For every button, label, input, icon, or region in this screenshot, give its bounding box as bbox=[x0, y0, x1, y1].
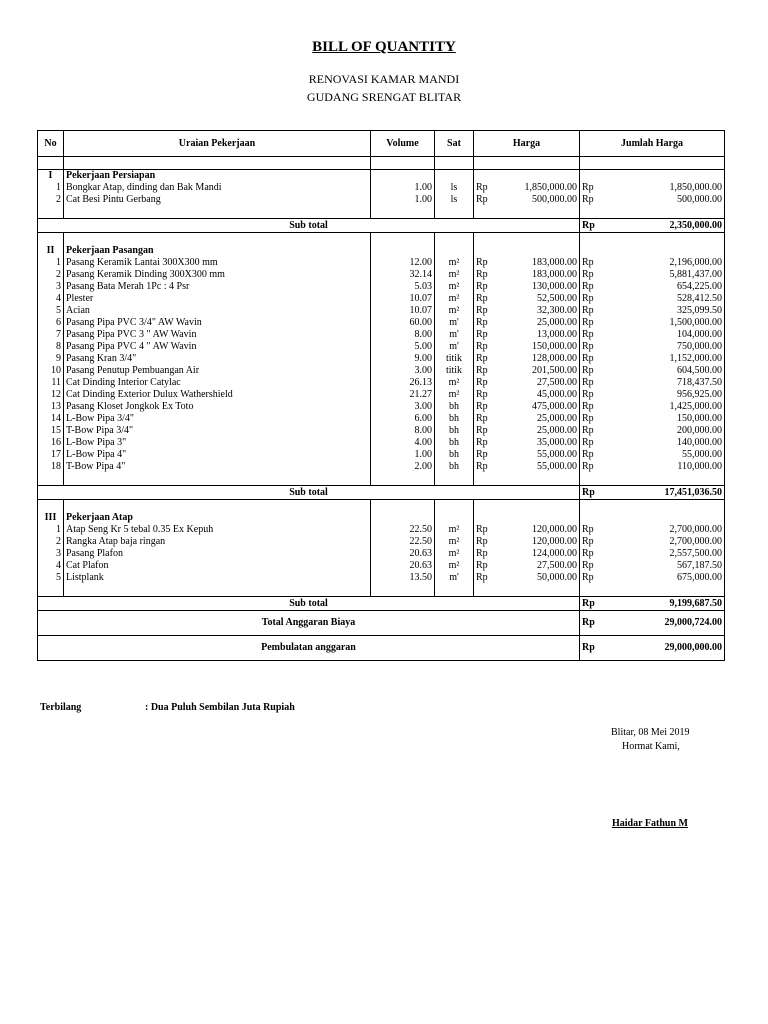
amount-currency: Rp bbox=[580, 317, 606, 329]
price-currency: Rp bbox=[474, 305, 500, 317]
amount-currency: Rp bbox=[580, 389, 606, 401]
place-date: Blitar, 08 Mei 2019 bbox=[611, 727, 690, 738]
subtotal-label: Sub total bbox=[38, 219, 580, 233]
item-description: Plester bbox=[64, 293, 371, 305]
item-description: L-Bow Pipa 3" bbox=[64, 437, 371, 449]
item-unit: m² bbox=[435, 293, 474, 305]
table-header bbox=[38, 131, 725, 157]
price-currency: Rp bbox=[474, 449, 500, 461]
item-price: 201,500.00 bbox=[500, 365, 580, 377]
item-row bbox=[38, 377, 725, 389]
item-amount: 1,152,000.00 bbox=[606, 353, 725, 365]
item-unit: bh bbox=[435, 461, 474, 473]
item-amount: 325,099.50 bbox=[606, 305, 725, 317]
item-description: Pasang Kran 3/4" bbox=[64, 353, 371, 365]
item-description: Pasang Kloset Jongkok Ex Toto bbox=[64, 401, 371, 413]
section-number: III bbox=[38, 512, 64, 524]
item-description: T-Bow Pipa 3/4" bbox=[64, 425, 371, 437]
item-amount: 654,225.00 bbox=[606, 281, 725, 293]
amount-currency: Rp bbox=[580, 269, 606, 281]
item-amount: 1,500,000.00 bbox=[606, 317, 725, 329]
price-currency: Rp bbox=[474, 365, 500, 377]
blank-row bbox=[38, 473, 725, 486]
item-price: 183,000.00 bbox=[500, 257, 580, 269]
item-price: 120,000.00 bbox=[500, 524, 580, 536]
item-row bbox=[38, 317, 725, 329]
item-description: Atap Seng Kr 5 tebal 0.35 Ex Kepuh bbox=[64, 524, 371, 536]
item-amount: 2,196,000.00 bbox=[606, 257, 725, 269]
item-number: 8 bbox=[38, 341, 64, 353]
item-row bbox=[38, 365, 725, 377]
price-currency: Rp bbox=[474, 257, 500, 269]
item-description: Pasang Pipa PVC 3/4" AW Wavin bbox=[64, 317, 371, 329]
item-unit: m' bbox=[435, 341, 474, 353]
item-price: 27,500.00 bbox=[500, 560, 580, 572]
price-currency: Rp bbox=[474, 536, 500, 548]
item-row bbox=[38, 461, 725, 473]
item-row bbox=[38, 269, 725, 281]
rounding-label: Pembulatan anggaran bbox=[38, 636, 580, 661]
amount-currency: Rp bbox=[580, 536, 606, 548]
item-volume: 22.50 bbox=[371, 524, 435, 536]
header-volume: Volume bbox=[371, 131, 435, 157]
item-row bbox=[38, 293, 725, 305]
item-unit: bh bbox=[435, 449, 474, 461]
subtotal-currency: Rp bbox=[580, 597, 606, 611]
item-description: Pasang Plafon bbox=[64, 548, 371, 560]
item-volume: 26.13 bbox=[371, 377, 435, 389]
item-amount: 567,187.50 bbox=[606, 560, 725, 572]
item-row bbox=[38, 329, 725, 341]
price-currency: Rp bbox=[474, 437, 500, 449]
subtotal-label: Sub total bbox=[38, 597, 580, 611]
amount-currency: Rp bbox=[580, 353, 606, 365]
subtotal-currency: Rp bbox=[580, 219, 606, 233]
item-volume: 8.00 bbox=[371, 329, 435, 341]
item-row bbox=[38, 389, 725, 401]
section-name: Pekerjaan Atap bbox=[64, 512, 371, 524]
price-currency: Rp bbox=[474, 377, 500, 389]
item-description: Pasang Pipa PVC 4 " AW Wavin bbox=[64, 341, 371, 353]
item-unit: m² bbox=[435, 377, 474, 389]
item-volume: 1.00 bbox=[371, 182, 435, 194]
item-number: 14 bbox=[38, 413, 64, 425]
item-description: Pasang Bata Merah 1Pc : 4 Psr bbox=[64, 281, 371, 293]
item-price: 500,000.00 bbox=[500, 194, 580, 206]
amount-currency: Rp bbox=[580, 548, 606, 560]
amount-currency: Rp bbox=[580, 413, 606, 425]
price-currency: Rp bbox=[474, 317, 500, 329]
item-description: Pasang Keramik Lantai 300X300 mm bbox=[64, 257, 371, 269]
item-price: 1,850,000.00 bbox=[500, 182, 580, 194]
item-volume: 60.00 bbox=[371, 317, 435, 329]
item-row bbox=[38, 524, 725, 536]
item-number: 2 bbox=[38, 536, 64, 548]
amount-currency: Rp bbox=[580, 341, 606, 353]
item-price: 130,000.00 bbox=[500, 281, 580, 293]
item-number: 6 bbox=[38, 317, 64, 329]
item-volume: 6.00 bbox=[371, 413, 435, 425]
item-row bbox=[38, 281, 725, 293]
amount-currency: Rp bbox=[580, 329, 606, 341]
item-description: Pasang Keramik Dinding 300X300 mm bbox=[64, 269, 371, 281]
subtotal-row bbox=[38, 486, 725, 500]
price-currency: Rp bbox=[474, 572, 500, 584]
item-unit: m' bbox=[435, 317, 474, 329]
item-number: 10 bbox=[38, 365, 64, 377]
subtotal-row bbox=[38, 219, 725, 233]
item-volume: 5.03 bbox=[371, 281, 435, 293]
item-number: 5 bbox=[38, 572, 64, 584]
item-amount: 956,925.00 bbox=[606, 389, 725, 401]
item-row bbox=[38, 437, 725, 449]
item-amount: 750,000.00 bbox=[606, 341, 725, 353]
item-volume: 21.27 bbox=[371, 389, 435, 401]
item-row bbox=[38, 257, 725, 269]
item-unit: m² bbox=[435, 269, 474, 281]
item-price: 32,300.00 bbox=[500, 305, 580, 317]
item-amount: 140,000.00 bbox=[606, 437, 725, 449]
item-amount: 2,700,000.00 bbox=[606, 536, 725, 548]
item-price: 475,000.00 bbox=[500, 401, 580, 413]
item-volume: 20.63 bbox=[371, 560, 435, 572]
item-description: Cat Dinding Interior Catylac bbox=[64, 377, 371, 389]
item-volume: 13.50 bbox=[371, 572, 435, 584]
item-unit: titik bbox=[435, 365, 474, 377]
amount-currency: Rp bbox=[580, 461, 606, 473]
item-volume: 32.14 bbox=[371, 269, 435, 281]
grand-total-currency: Rp bbox=[580, 611, 606, 636]
item-unit: m² bbox=[435, 281, 474, 293]
item-amount: 604,500.00 bbox=[606, 365, 725, 377]
section-row bbox=[38, 245, 725, 257]
project-name: RENOVASI KAMAR MANDI bbox=[308, 72, 460, 86]
item-number: 5 bbox=[38, 305, 64, 317]
amount-currency: Rp bbox=[580, 293, 606, 305]
header-amount: Jumlah Harga bbox=[580, 131, 725, 157]
amount-currency: Rp bbox=[580, 425, 606, 437]
item-description: L-Bow Pipa 3/4" bbox=[64, 413, 371, 425]
item-number: 3 bbox=[38, 281, 64, 293]
item-volume: 1.00 bbox=[371, 194, 435, 206]
item-number: 12 bbox=[38, 389, 64, 401]
price-currency: Rp bbox=[474, 548, 500, 560]
rounding-currency: Rp bbox=[580, 636, 606, 661]
blank-row bbox=[38, 157, 725, 170]
amount-currency: Rp bbox=[580, 365, 606, 377]
price-currency: Rp bbox=[474, 461, 500, 473]
price-currency: Rp bbox=[474, 524, 500, 536]
item-unit: m² bbox=[435, 536, 474, 548]
terbilang-label: Terbilang bbox=[40, 702, 82, 713]
item-description: L-Bow Pipa 4" bbox=[64, 449, 371, 461]
project-location: GUDANG SRENGAT BLITAR bbox=[306, 90, 462, 104]
item-number: 1 bbox=[38, 257, 64, 269]
item-unit: m' bbox=[435, 572, 474, 584]
item-amount: 2,557,500.00 bbox=[606, 548, 725, 560]
item-price: 55,000.00 bbox=[500, 449, 580, 461]
item-price: 13,000.00 bbox=[500, 329, 580, 341]
section-name: Pekerjaan Persiapan bbox=[64, 170, 371, 183]
amount-currency: Rp bbox=[580, 305, 606, 317]
item-row bbox=[38, 449, 725, 461]
grand-total-amount: 29,000,724.00 bbox=[606, 611, 725, 636]
price-currency: Rp bbox=[474, 425, 500, 437]
item-volume: 9.00 bbox=[371, 353, 435, 365]
item-row bbox=[38, 341, 725, 353]
item-row bbox=[38, 548, 725, 560]
grand-total-row bbox=[38, 611, 725, 636]
amount-currency: Rp bbox=[580, 194, 606, 206]
terbilang-value: : Dua Puluh Sembilan Juta Rupiah bbox=[145, 702, 295, 713]
header-no: No bbox=[38, 131, 64, 157]
item-price: 27,500.00 bbox=[500, 377, 580, 389]
item-price: 183,000.00 bbox=[500, 269, 580, 281]
price-currency: Rp bbox=[474, 293, 500, 305]
item-amount: 2,700,000.00 bbox=[606, 524, 725, 536]
rounding-row bbox=[38, 636, 725, 661]
item-amount: 150,000.00 bbox=[606, 413, 725, 425]
item-row bbox=[38, 305, 725, 317]
price-currency: Rp bbox=[474, 341, 500, 353]
item-unit: bh bbox=[435, 413, 474, 425]
signer-name: Haidar Fathun M bbox=[612, 818, 688, 829]
item-unit: bh bbox=[435, 425, 474, 437]
item-price: 55,000.00 bbox=[500, 461, 580, 473]
item-description: Pasang Pipa PVC 3 " AW Wavin bbox=[64, 329, 371, 341]
item-volume: 4.00 bbox=[371, 437, 435, 449]
item-amount: 200,000.00 bbox=[606, 425, 725, 437]
item-description: Cat Dinding Exterior Dulux Wathershield bbox=[64, 389, 371, 401]
item-description: Bongkar Atap, dinding dan Bak Mandi bbox=[64, 182, 371, 194]
item-amount: 718,437.50 bbox=[606, 377, 725, 389]
amount-currency: Rp bbox=[580, 437, 606, 449]
item-volume: 10.07 bbox=[371, 305, 435, 317]
amount-currency: Rp bbox=[580, 377, 606, 389]
item-description: Cat Besi Pintu Gerbang bbox=[64, 194, 371, 206]
amount-currency: Rp bbox=[580, 572, 606, 584]
item-amount: 55,000.00 bbox=[606, 449, 725, 461]
item-volume: 12.00 bbox=[371, 257, 435, 269]
item-number: 1 bbox=[38, 524, 64, 536]
amount-currency: Rp bbox=[580, 524, 606, 536]
item-price: 35,000.00 bbox=[500, 437, 580, 449]
item-unit: titik bbox=[435, 353, 474, 365]
item-amount: 104,000.00 bbox=[606, 329, 725, 341]
item-amount: 1,850,000.00 bbox=[606, 182, 725, 194]
item-number: 2 bbox=[38, 269, 64, 281]
price-currency: Rp bbox=[474, 281, 500, 293]
price-currency: Rp bbox=[474, 353, 500, 365]
item-amount: 5,881,437.00 bbox=[606, 269, 725, 281]
item-description: Rangka Atap baja ringan bbox=[64, 536, 371, 548]
price-currency: Rp bbox=[474, 401, 500, 413]
subtotal-amount: 2,350,000.00 bbox=[606, 219, 725, 233]
item-number: 2 bbox=[38, 194, 64, 206]
grand-total-label: Total Anggaran Biaya bbox=[38, 611, 580, 636]
item-number: 15 bbox=[38, 425, 64, 437]
item-description: Cat Plafon bbox=[64, 560, 371, 572]
amount-currency: Rp bbox=[580, 182, 606, 194]
item-unit: m² bbox=[435, 524, 474, 536]
item-row bbox=[38, 560, 725, 572]
price-currency: Rp bbox=[474, 269, 500, 281]
item-unit: m² bbox=[435, 560, 474, 572]
item-volume: 1.00 bbox=[371, 449, 435, 461]
item-volume: 3.00 bbox=[371, 365, 435, 377]
item-volume: 8.00 bbox=[371, 425, 435, 437]
item-row bbox=[38, 425, 725, 437]
item-price: 45,000.00 bbox=[500, 389, 580, 401]
item-unit: m² bbox=[435, 305, 474, 317]
amount-currency: Rp bbox=[580, 560, 606, 572]
blank-row bbox=[38, 500, 725, 513]
rounding-amount: 29,000,000.00 bbox=[606, 636, 725, 661]
item-number: 3 bbox=[38, 548, 64, 560]
item-price: 120,000.00 bbox=[500, 536, 580, 548]
subtotal-label: Sub total bbox=[38, 486, 580, 500]
item-description: Acian bbox=[64, 305, 371, 317]
item-volume: 2.00 bbox=[371, 461, 435, 473]
amount-currency: Rp bbox=[580, 449, 606, 461]
item-row bbox=[38, 353, 725, 365]
item-amount: 110,000.00 bbox=[606, 461, 725, 473]
subtotal-amount: 17,451,036.50 bbox=[606, 486, 725, 500]
header-price: Harga bbox=[474, 131, 580, 157]
item-price: 150,000.00 bbox=[500, 341, 580, 353]
regards-text: Hormat Kami, bbox=[622, 741, 680, 752]
item-volume: 3.00 bbox=[371, 401, 435, 413]
item-unit: m² bbox=[435, 257, 474, 269]
item-description: T-Bow Pipa 4" bbox=[64, 461, 371, 473]
item-unit: m² bbox=[435, 548, 474, 560]
item-price: 25,000.00 bbox=[500, 425, 580, 437]
item-row bbox=[38, 413, 725, 425]
subtotal-amount: 9,199,687.50 bbox=[606, 597, 725, 611]
item-number: 11 bbox=[38, 377, 64, 389]
item-row bbox=[38, 572, 725, 584]
price-currency: Rp bbox=[474, 329, 500, 341]
item-volume: 10.07 bbox=[371, 293, 435, 305]
document-title: BILL OF QUANTITY bbox=[312, 39, 456, 55]
item-unit: m' bbox=[435, 329, 474, 341]
item-number: 18 bbox=[38, 461, 64, 473]
item-number: 13 bbox=[38, 401, 64, 413]
amount-currency: Rp bbox=[580, 257, 606, 269]
section-row bbox=[38, 512, 725, 524]
header-desc: Uraian Pekerjaan bbox=[64, 131, 371, 157]
item-volume: 5.00 bbox=[371, 341, 435, 353]
item-amount: 500,000.00 bbox=[606, 194, 725, 206]
subtotal-row bbox=[38, 597, 725, 611]
item-unit: ls bbox=[435, 194, 474, 206]
blank-row bbox=[38, 584, 725, 597]
price-currency: Rp bbox=[474, 194, 500, 206]
item-amount: 1,425,000.00 bbox=[606, 401, 725, 413]
item-unit: ls bbox=[435, 182, 474, 194]
item-volume: 20.63 bbox=[371, 548, 435, 560]
item-number: 1 bbox=[38, 182, 64, 194]
item-price: 52,500.00 bbox=[500, 293, 580, 305]
item-price: 128,000.00 bbox=[500, 353, 580, 365]
section-name: Pekerjaan Pasangan bbox=[64, 245, 371, 257]
item-description: Listplank bbox=[64, 572, 371, 584]
amount-currency: Rp bbox=[580, 281, 606, 293]
item-amount: 675,000.00 bbox=[606, 572, 725, 584]
price-currency: Rp bbox=[474, 182, 500, 194]
item-price: 50,000.00 bbox=[500, 572, 580, 584]
item-number: 7 bbox=[38, 329, 64, 341]
blank-row bbox=[38, 233, 725, 246]
amount-currency: Rp bbox=[580, 401, 606, 413]
price-currency: Rp bbox=[474, 413, 500, 425]
header-unit: Sat bbox=[435, 131, 474, 157]
item-number: 16 bbox=[38, 437, 64, 449]
item-number: 17 bbox=[38, 449, 64, 461]
item-amount: 528,412.50 bbox=[606, 293, 725, 305]
item-row bbox=[38, 182, 725, 194]
item-price: 124,000.00 bbox=[500, 548, 580, 560]
item-price: 25,000.00 bbox=[500, 413, 580, 425]
item-unit: bh bbox=[435, 401, 474, 413]
boq-table bbox=[37, 130, 725, 661]
item-row bbox=[38, 401, 725, 413]
item-number: 9 bbox=[38, 353, 64, 365]
item-row bbox=[38, 536, 725, 548]
item-unit: bh bbox=[435, 437, 474, 449]
item-row bbox=[38, 194, 725, 206]
section-number: I bbox=[38, 170, 64, 183]
item-volume: 22.50 bbox=[371, 536, 435, 548]
section-row bbox=[38, 170, 725, 183]
price-currency: Rp bbox=[474, 389, 500, 401]
item-unit: m² bbox=[435, 389, 474, 401]
price-currency: Rp bbox=[474, 560, 500, 572]
item-description: Pasang Penutup Pembuangan Air bbox=[64, 365, 371, 377]
blank-row bbox=[38, 206, 725, 219]
subtotal-currency: Rp bbox=[580, 486, 606, 500]
section-number: II bbox=[38, 245, 64, 257]
item-number: 4 bbox=[38, 560, 64, 572]
item-number: 4 bbox=[38, 293, 64, 305]
item-price: 25,000.00 bbox=[500, 317, 580, 329]
